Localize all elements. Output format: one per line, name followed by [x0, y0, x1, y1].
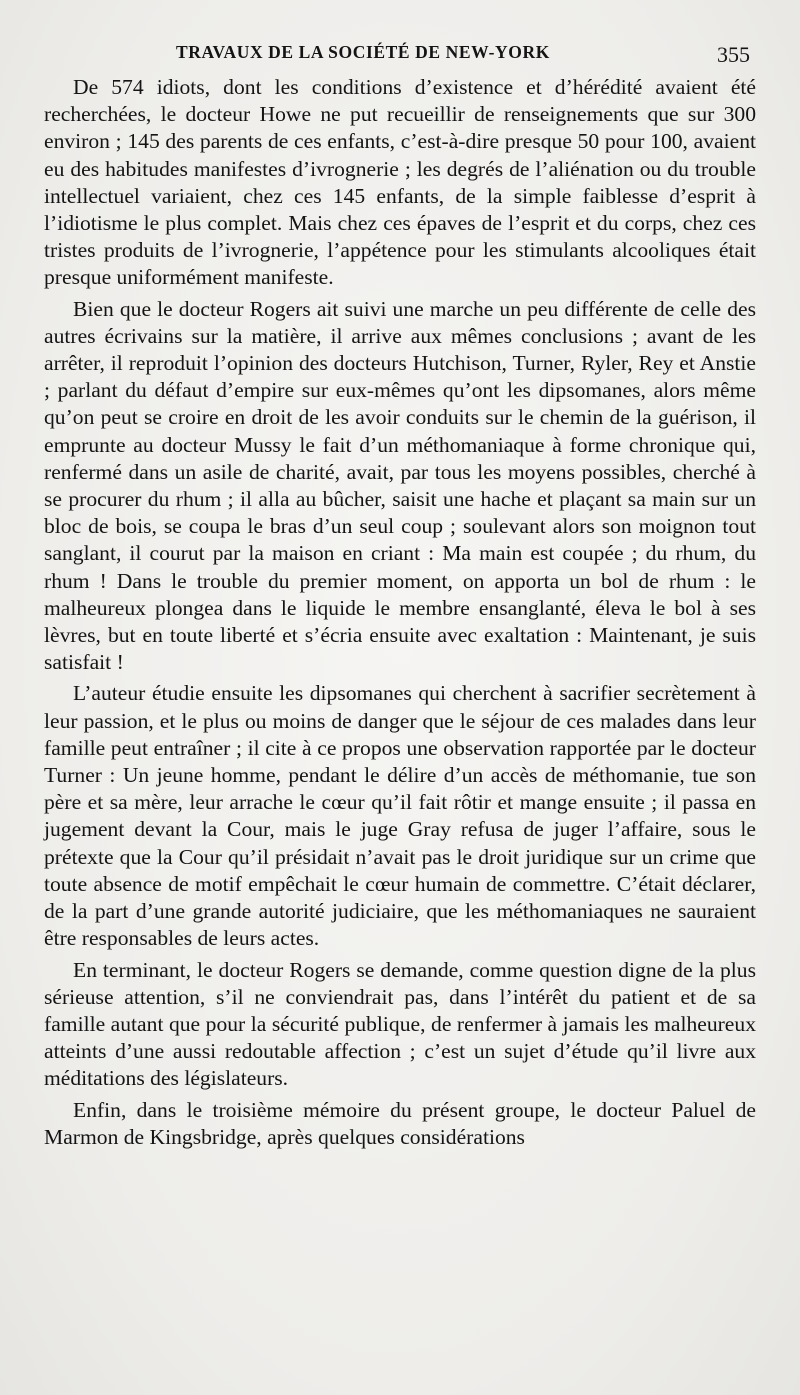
paragraph-rogers-conclusions: Bien que le docteur Rogers ait suivi une marche un peu différente de celle des autres écrivains sur la matière, il arrive aux mêmes conclusions ; avant de les arrêter, il reproduit l’opinion des docteurs Hutchison, Turner, Ryler, Rey et Anstie ; parlant du défaut d’empire sur eux-mêmes qu’ont les dipsomanes, alors même qu’on peut se croire en droit de les avoir conduits sur le chemin de la guérison, il emprunte au docteur Mussy le fait d’un méthomaniaque à forme chronique qui, renfermé dans un asile de charité, avait, par tous les moyens possibles, cherché à se procurer du rhum ; il alla au bûcher, saisit une hache et plaçant sa main sur un bloc de bois, se coupa le bras d’un seul coup ; soulevant alors son moignon tout sanglant, il courut par la maison en criant : Ma main est coupée ; du rhum, du rhum ! Dans le trouble du premier moment, on apporta un bol de rhum : le malheureux plongea dans le liquide le membre ensanglanté, éleva le bol à ses lèvres, but en toute liberté et s’écria ensuite avec exaltation : Maintenant, je suis satisfait !	[44, 296, 756, 675]
paragraph-third-memoir: Enfin, dans le troisième mémoire du présent groupe, le docteur Paluel de Marmon de Kingsbridge, après quelques considérations	[44, 1097, 756, 1149]
paragraph-idiots-statistics: De 574 idiots, dont les conditions d’existence et d’hérédité avaient été recherchées, le docteur Howe ne put recueillir de renseignements que sur 300 environ ; 145 des parents de ces enfants, c’est-à-dire presque 50 pour 100, avaient eu des habitudes manifestes d’ivrognerie ; les degrés de l’aliénation ou du trouble intellectuel variaient, chez ces 145 enfants, de la simple faiblesse d’esprit à l’idiotisme le plus complet. Mais chez ces épaves de l’esprit et du corps, chez ces tristes produits de l’ivrognerie, l’appétence pour les stimulants alcooliques était presque uniformément manifeste.	[44, 75, 756, 290]
page-number: 355	[717, 42, 750, 67]
running-head	[44, 38, 756, 74]
paragraph-rogers-closing: En terminant, le docteur Rogers se demande, comme question digne de la plus sérieuse attention, s’il ne conviendrait pas, dans l’intérêt du patient et de sa famille autant que pour la sécurité publique, de renfermer à jamais les malheureux atteints d’une aussi redoutable affection ; c’est un sujet d’étude qu’il livre aux méditations des législateurs.	[44, 957, 756, 1091]
running-title: TRAVAUX DE LA SOCIÉTÉ DE NEW-YORK	[176, 42, 550, 62]
body-text	[44, 74, 756, 1151]
paragraph-dipsomanes-danger: L’auteur étudie ensuite les dipsomanes qui cherchent à sacrifier secrètement à leur passion, et le plus ou moins de danger que le séjour de ces malades dans leur famille peut entraîner ; il cite à ce propos une observation rapportée par le docteur Turner : Un jeune homme, pendant le délire d’un accès de méthomanie, tue son père et sa mère, leur arrache le cœur qu’il fait rôtir et mange ensuite ; il passa en jugement devant la Cour, mais le juge Gray refusa de juger l’affaire, sous le prétexte que la Cour qu’il présidait n’avait pas le droit juridique sur un crime que toute absence de motif empêchait le cœur humain de commettre. C’était déclarer, de la part d’une grande autorité judiciaire, que les méthomaniaques ne sauraient être responsables de leurs actes.	[44, 681, 756, 951]
